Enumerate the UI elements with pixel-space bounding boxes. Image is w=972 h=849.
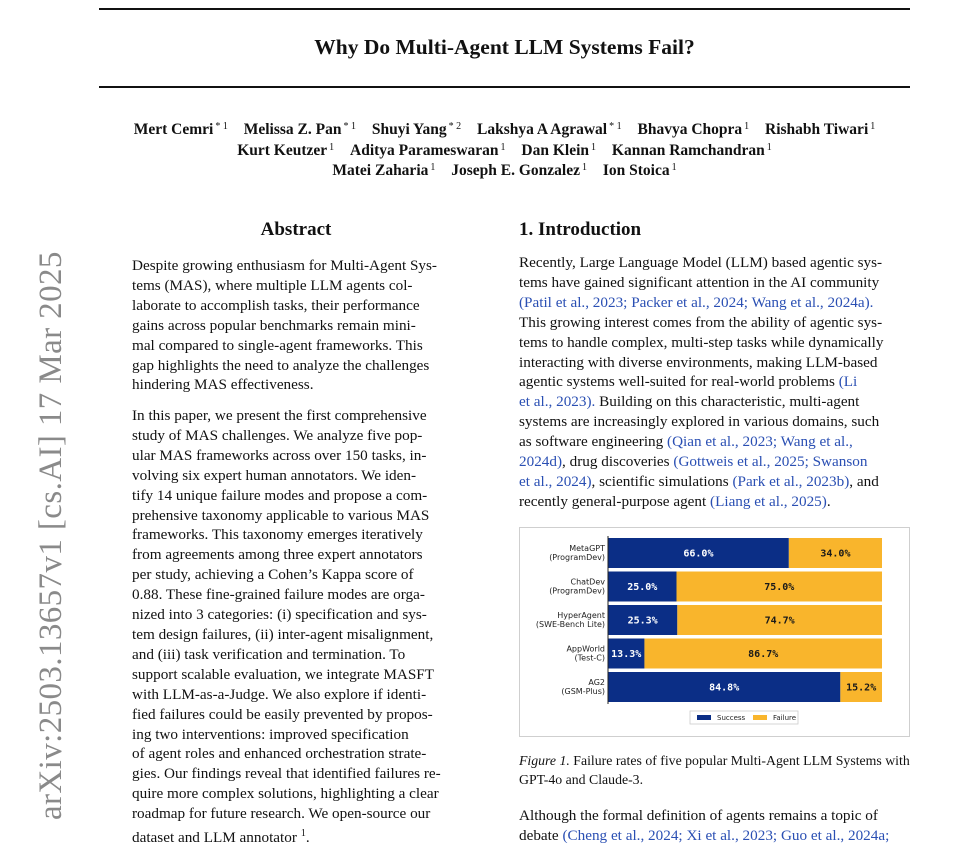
author-affiliation-mark: 1 (582, 162, 587, 173)
intro-line: tems to handle complex, multi-step tasks while dynamically (519, 333, 884, 351)
intro-text: as software engineering (519, 433, 668, 451)
author-affiliation-mark: * 1 (609, 121, 622, 132)
abstract-line: tem design failures, (ii) inter-agent misalignment, (132, 625, 434, 643)
author-affiliation-mark: * 2 (448, 121, 462, 132)
author-affiliation-mark: 1 (430, 162, 436, 173)
abstract-line: fied failures could be easily prevented by propos- (132, 705, 433, 723)
abstract-line: gies. Our findings reveal that identified failures re- (132, 765, 441, 783)
failure-rate-chart-svg (519, 527, 910, 737)
author-list (99, 120, 910, 182)
abstract-line: tify 14 unique failure modes and propose a com- (132, 486, 428, 504)
abstract-line: In this paper, we present the first comprehensive (132, 407, 427, 424)
abstract-line-text: dataset and LLM annotator (132, 829, 297, 847)
figure-label: Figure 1. (519, 753, 570, 768)
abstract-line: gains across popular benchmarks remain mini- (132, 316, 416, 334)
data-label: 86.7% (748, 649, 779, 660)
abstract-line: from agreements among three expert annotators (132, 546, 423, 564)
author-name (332, 162, 435, 179)
abstract-line: laborate to accomplish tasks, their performance (132, 296, 420, 314)
author-affiliation-mark: 1 (329, 141, 335, 153)
author-affiliation-mark: 1 (591, 141, 597, 153)
intro-text: , drug discoveries (562, 453, 674, 471)
legend-swatch-failure (753, 715, 767, 720)
abstract-line-end: . (305, 829, 310, 847)
citation-link[interactable]: (Li (838, 373, 858, 391)
author-name (237, 142, 334, 159)
intro-line: Recently, Large Language Model (LLM) based agentic sys- (519, 254, 883, 271)
author-name-text: Shuyi Yang (371, 121, 447, 138)
citation-link[interactable]: 2024d) (519, 453, 563, 471)
author-affiliation-mark: 1 (870, 121, 876, 132)
data-label: 25.0% (627, 582, 658, 593)
author-affiliation-mark: 1 (671, 162, 677, 173)
author-name (603, 162, 677, 179)
category-label: AG2 (588, 678, 605, 687)
author-name (637, 121, 749, 138)
author-name-text: Bhavya Chopra (637, 121, 743, 138)
data-label: 25.3% (627, 615, 658, 627)
intro-text: Building on this characteristic, multi-agent (595, 393, 860, 411)
author-name-text: Kurt Keutzer (237, 141, 328, 159)
intro-text: debate (519, 826, 563, 844)
citation-link[interactable]: (Qian et al., 2023; (667, 433, 778, 451)
abstract-line: Despite growing enthusiasm for Multi-Agent Sys- (132, 257, 437, 274)
title-bottom-rule (99, 86, 910, 88)
abstract-line (132, 824, 441, 848)
intro-text: , scientific simulations (591, 472, 733, 490)
abstract-line: ing two interventions: improved specification (132, 725, 409, 743)
citation-link[interactable]: (Gottweis et al., 2025; (673, 453, 809, 471)
author-name (350, 142, 506, 159)
author-affiliation-mark: * 1 (215, 121, 228, 132)
intro-text: agentic systems well-suited for real-world problems (519, 373, 835, 391)
author-name-text: Mert Cemri (133, 121, 214, 138)
abstract-line: per study, achieving a Cohen’s Kappa score of (132, 566, 414, 584)
author-name (521, 142, 596, 159)
category-label: (GSM-Plus) (561, 687, 605, 696)
author-name (451, 162, 587, 179)
category-label: MetaGPT (569, 544, 605, 553)
introduction-paragraph (519, 253, 883, 512)
author-name-text: Melissa Z. Pan (243, 121, 342, 138)
abstract-line: 0.88. These fine-grained failure modes are orga- (132, 586, 425, 604)
intro-line (519, 452, 883, 472)
figure-caption (519, 752, 910, 789)
author-name-text: Matei Zaharia (332, 162, 429, 179)
data-label: 34.0% (820, 548, 851, 560)
abstract-line: volving six expert human annotators. We iden- (132, 466, 417, 484)
intro-text: . (826, 492, 831, 510)
category-label: AppWorld (566, 644, 605, 654)
legend-label: Success (717, 714, 746, 722)
intro-line: systems are increasingly explored in various domains, such (519, 413, 880, 431)
data-label: 74.7% (764, 615, 795, 627)
author-name-text: Kannan Ramchandran (611, 141, 765, 159)
abstract-line: with LLM-as-a-Judge. We also explore if identi- (132, 685, 427, 703)
author-affiliation-mark: 1 (500, 141, 506, 153)
citation-link[interactable]: (Patil et al., 2023; (519, 293, 628, 311)
category-label: (ProgramDev) (549, 553, 605, 562)
author-name-text: Dan Klein (521, 141, 590, 159)
intro-line: tems have gained significant attention in the AI community (519, 273, 880, 291)
abstract-line: support scalable evaluation, we integrate MASFT (132, 665, 434, 683)
data-label: 15.2% (846, 682, 877, 694)
author-affiliation-mark: 1 (766, 141, 772, 153)
introduction-paragraph-2 (519, 806, 889, 846)
author-affiliation-mark: 1 (744, 121, 750, 132)
citation-link[interactable]: (Park et al., 2023b) (732, 472, 850, 490)
author-name (477, 121, 622, 138)
failure-rate-chart (519, 527, 910, 737)
paper-title: Why Do Multi-Agent LLM Systems Fail? (314, 35, 695, 59)
intro-text: , and (849, 472, 879, 490)
abstract-paragraph-2 (132, 406, 441, 848)
legend-swatch-success (697, 715, 711, 720)
abstract-line: tems (MAS), where multiple LLM agents col- (132, 276, 413, 294)
arxiv-identifier[interactable]: arXiv:2503.13657v1 [cs.AI] 17 Mar 2025 (33, 251, 69, 820)
author-name (612, 142, 772, 159)
title-top-rule (99, 8, 910, 10)
abstract-line: study of MAS challenges. We analyze five pop- (132, 426, 423, 444)
citation-link[interactable]: Guo et al., 2024a; (780, 826, 890, 844)
citation-link[interactable]: Wang et al., (780, 433, 853, 451)
category-label: HyperAgent (557, 611, 605, 620)
author-name (134, 121, 228, 138)
abstract-line: prehensive taxonomy applicable to various MAS (132, 506, 430, 524)
intro-line (519, 492, 883, 512)
introduction-heading: 1. Introduction (519, 219, 642, 240)
citation-link[interactable]: (Liang et al., 2025) (710, 492, 827, 510)
author-name-text: Rishabh Tiwari (765, 121, 869, 138)
category-label: (ProgramDev) (549, 586, 605, 596)
intro-line (519, 472, 883, 492)
figure-caption-text: Failure rates of five popular Multi-Agent LLM Systems with GPT-4o and Claude-3. (519, 753, 910, 787)
abstract-line: gap highlights the need to analyze the challenges (132, 356, 430, 374)
citation-link[interactable]: Swanson (812, 453, 868, 471)
intro-line (519, 293, 883, 313)
citation-link[interactable]: Packer et al., 2024; (631, 293, 749, 311)
abstract-line: and (iii) task verification and termination. To (132, 645, 406, 663)
abstract-paragraph-1 (132, 256, 437, 395)
abstract-line: frameworks. This taxonomy emerges iteratively (132, 526, 423, 544)
intro-line (519, 432, 883, 452)
citation-link[interactable]: et al., 2023). (519, 393, 596, 411)
author-affiliation-mark: * 1 (343, 121, 356, 132)
legend-label: Failure (773, 714, 797, 722)
abstract-line: nized into 3 categories: (i) specification and sys- (132, 606, 427, 624)
author-name-text: Joseph E. Gonzalez (451, 162, 580, 179)
author-name-text: Lakshya A Agrawal (477, 121, 608, 138)
abstract-line: mal compared to single-agent frameworks. This (132, 336, 423, 354)
citation-link[interactable]: (Cheng et al., 2024; (562, 826, 683, 844)
intro-line: This growing interest comes from the ability of agentic sys- (519, 313, 883, 331)
abstract-line: ular MAS frameworks across over 150 tasks, in- (132, 446, 427, 464)
intro-line: Although the formal definition of agents remains a topic of (519, 807, 878, 824)
footnote-mark[interactable]: 1 (300, 828, 306, 840)
citation-link[interactable]: Xi et al., 2023; (686, 826, 778, 844)
intro-line: interacting with diverse environments, making LLM-based (519, 353, 878, 371)
intro-line (519, 372, 883, 392)
abstract-line: hindering MAS effectiveness. (132, 376, 314, 394)
abstract-heading: Abstract (260, 219, 332, 240)
author-name-text: Ion Stoica (602, 162, 670, 179)
citation-link[interactable]: et al., 2024) (519, 472, 592, 490)
intro-line (519, 826, 889, 846)
intro-line (519, 392, 883, 412)
abstract-line: roadmap for future research. We open-source our (132, 805, 431, 823)
data-label: 75.0% (764, 582, 795, 593)
author-name (244, 121, 356, 138)
author-name (372, 121, 461, 138)
abstract-line: quire more complex solutions, highlighting a clear (132, 785, 439, 803)
data-label: 13.3% (611, 649, 642, 660)
data-label: 66.0% (683, 548, 714, 560)
data-label: 84.8% (709, 682, 740, 694)
category-label: (SWE-Bench Lite) (535, 620, 605, 629)
citation-link[interactable]: Wang et al., 2024a). (751, 293, 874, 311)
category-label: ChatDev (570, 577, 605, 587)
author-name (765, 121, 875, 138)
abstract-line: of agent roles and enhanced orchestration strate- (132, 745, 427, 763)
author-name-text: Aditya Parameswaran (350, 141, 499, 159)
intro-text: recently general-purpose agent (519, 492, 711, 510)
category-label: (Test-C) (574, 653, 605, 663)
